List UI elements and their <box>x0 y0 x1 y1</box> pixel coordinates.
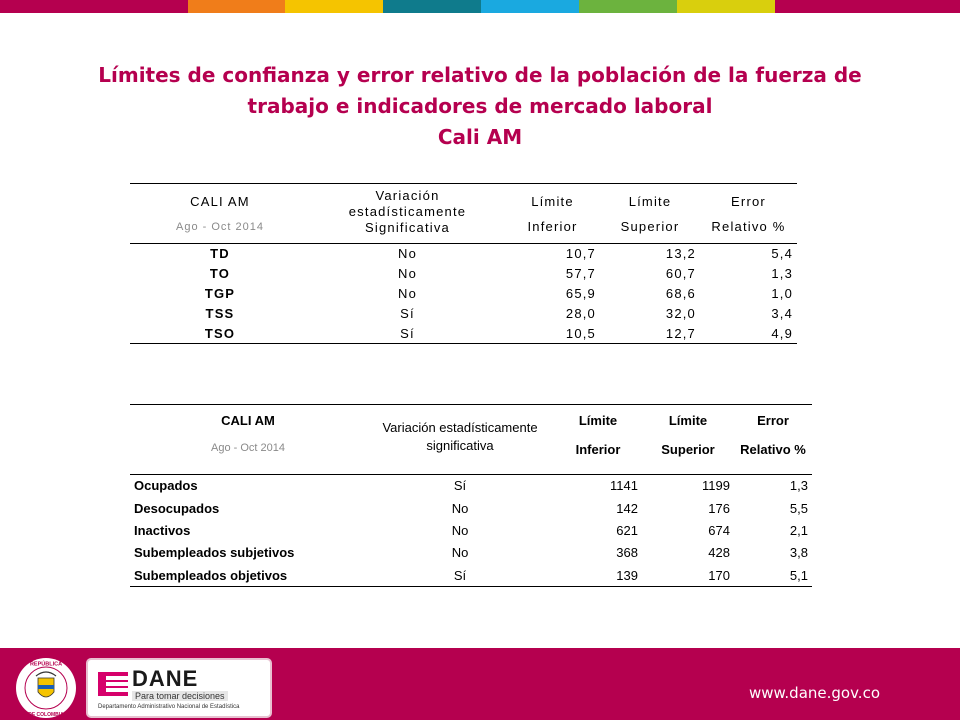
table-header-row <box>130 184 797 244</box>
row-error: 5,1 <box>789 567 808 583</box>
header-error-2: Relativo % <box>711 219 786 234</box>
row-error: 2,1 <box>789 522 808 538</box>
row-lower: 10,7 <box>565 246 596 262</box>
header-error-cell <box>700 184 797 244</box>
rates-table <box>130 183 797 344</box>
title-line-1: Límites de confianza y error relativo de la población de la fuerza de <box>98 63 862 87</box>
header-upper-cell <box>642 405 734 475</box>
logo-tagline: Para tomar decisiones <box>132 691 228 701</box>
seal-top-text: REPÚBLICA <box>29 661 63 668</box>
row-upper: 32,0 <box>665 306 696 321</box>
header-variation-cell <box>310 184 505 244</box>
row-upper: 60,7 <box>665 266 696 281</box>
header-upper-2: Superior <box>661 442 715 457</box>
row-lower: 57,7 <box>565 266 596 281</box>
row-upper: 68,6 <box>665 286 696 301</box>
row-variation: No <box>397 266 418 281</box>
table-row <box>130 284 797 304</box>
row-label: TO <box>209 266 231 281</box>
row-lower: 142 <box>616 500 638 516</box>
row-error: 3,8 <box>789 545 808 561</box>
top-bar-segment <box>383 0 481 13</box>
header-error-2: Relativo % <box>740 442 806 457</box>
dane-logo <box>86 658 272 718</box>
row-lower: 10,5 <box>565 325 596 341</box>
seal-bottom-text: DE COLOMBIA <box>28 712 64 718</box>
table-row <box>130 244 797 264</box>
header-upper-2: Superior <box>620 219 680 234</box>
population-table <box>130 404 812 587</box>
header-period: Ago - Oct 2014 <box>211 442 285 454</box>
row-label: Inactivos <box>134 522 191 538</box>
header-upper-cell <box>600 184 700 244</box>
table-header-row <box>130 405 812 475</box>
table-row <box>130 324 797 344</box>
row-lower: 139 <box>616 567 638 583</box>
row-upper: 1199 <box>702 478 730 494</box>
row-lower: 1141 <box>610 478 638 494</box>
top-bar-segment <box>579 0 677 13</box>
title-line-3: Cali AM <box>437 125 523 149</box>
header-upper-1: Límite <box>668 413 708 428</box>
table-row <box>130 564 812 586</box>
top-bar-segment <box>775 0 960 13</box>
table-row <box>130 475 812 497</box>
row-variation: Sí <box>400 306 415 321</box>
top-bar-segment <box>677 0 775 13</box>
row-error: 1,3 <box>771 266 793 281</box>
table-row <box>130 304 797 324</box>
row-error: 3,4 <box>771 306 793 321</box>
row-variation: No <box>451 522 469 538</box>
top-bar-segment <box>481 0 579 13</box>
header-region-cell <box>130 184 310 244</box>
header-error-1: Error <box>757 413 789 428</box>
top-color-bar <box>0 0 960 13</box>
top-bar-segment <box>188 0 285 13</box>
row-variation: Sí <box>453 478 467 494</box>
row-variation: Sí <box>400 325 415 341</box>
row-upper: 176 <box>708 500 730 516</box>
header-error-1: Error <box>731 194 766 209</box>
row-label: Desocupados <box>134 500 220 516</box>
row-error: 4,9 <box>771 325 793 341</box>
header-variation-cell <box>366 405 554 475</box>
header-lower-1: Límite <box>531 194 574 209</box>
colombia-seal-icon <box>14 656 78 720</box>
row-variation: No <box>397 286 418 301</box>
logo-department: Departamento Administrativo Nacional de Estadística <box>98 704 240 710</box>
row-error: 1,3 <box>789 478 808 494</box>
row-label: Subempleados subjetivos <box>134 545 295 561</box>
table-row <box>130 519 812 541</box>
header-lower-2: Inferior <box>527 219 578 234</box>
title-line-2: trabajo e indicadores de mercado laboral <box>247 94 713 118</box>
row-label: TD <box>210 246 230 262</box>
row-lower: 621 <box>616 522 638 538</box>
slide-title <box>40 60 920 153</box>
website-url[interactable]: www.dane.gov.co <box>748 684 880 702</box>
header-variation: Variación estadísticamente Significativa <box>348 188 467 235</box>
header-variation: Variación estadísticamente significativa <box>382 420 538 453</box>
top-bar-segment <box>285 0 383 13</box>
row-error: 1,0 <box>771 286 793 301</box>
header-lower-cell <box>554 405 642 475</box>
row-label: Subempleados objetivos <box>134 567 288 583</box>
row-label: TSS <box>205 306 235 321</box>
logo-name: DANE <box>132 666 199 691</box>
top-bar-segment <box>0 0 188 13</box>
row-label: TSO <box>204 325 236 341</box>
header-lower-2: Inferior <box>575 442 621 457</box>
header-region-cell <box>130 405 366 475</box>
header-period: Ago - Oct 2014 <box>176 221 264 233</box>
table-row <box>130 264 797 284</box>
row-label: Ocupados <box>134 478 198 494</box>
header-lower-cell <box>505 184 600 244</box>
row-variation: No <box>397 246 418 262</box>
header-region: CALI AM <box>190 194 250 209</box>
row-variation: No <box>451 500 469 516</box>
row-upper: 674 <box>708 522 730 538</box>
header-lower-1: Límite <box>578 413 618 428</box>
table-row <box>130 497 812 519</box>
row-variation: No <box>451 545 469 561</box>
row-lower: 368 <box>616 545 638 561</box>
header-region: CALI AM <box>221 413 275 428</box>
dane-mark-icon <box>98 672 128 696</box>
header-error-cell <box>734 405 812 475</box>
row-lower: 28,0 <box>565 306 596 321</box>
row-upper: 12,7 <box>665 325 696 341</box>
row-upper: 170 <box>708 567 730 583</box>
row-upper: 428 <box>708 545 730 561</box>
row-variation: Sí <box>453 567 467 583</box>
row-error: 5,5 <box>789 500 808 516</box>
row-upper: 13,2 <box>665 246 696 262</box>
table-row <box>130 542 812 564</box>
header-upper-1: Límite <box>628 194 672 209</box>
row-error: 5,4 <box>771 246 793 262</box>
row-label: TGP <box>204 286 236 301</box>
footer-bar <box>0 648 960 720</box>
row-lower: 65,9 <box>565 286 596 301</box>
